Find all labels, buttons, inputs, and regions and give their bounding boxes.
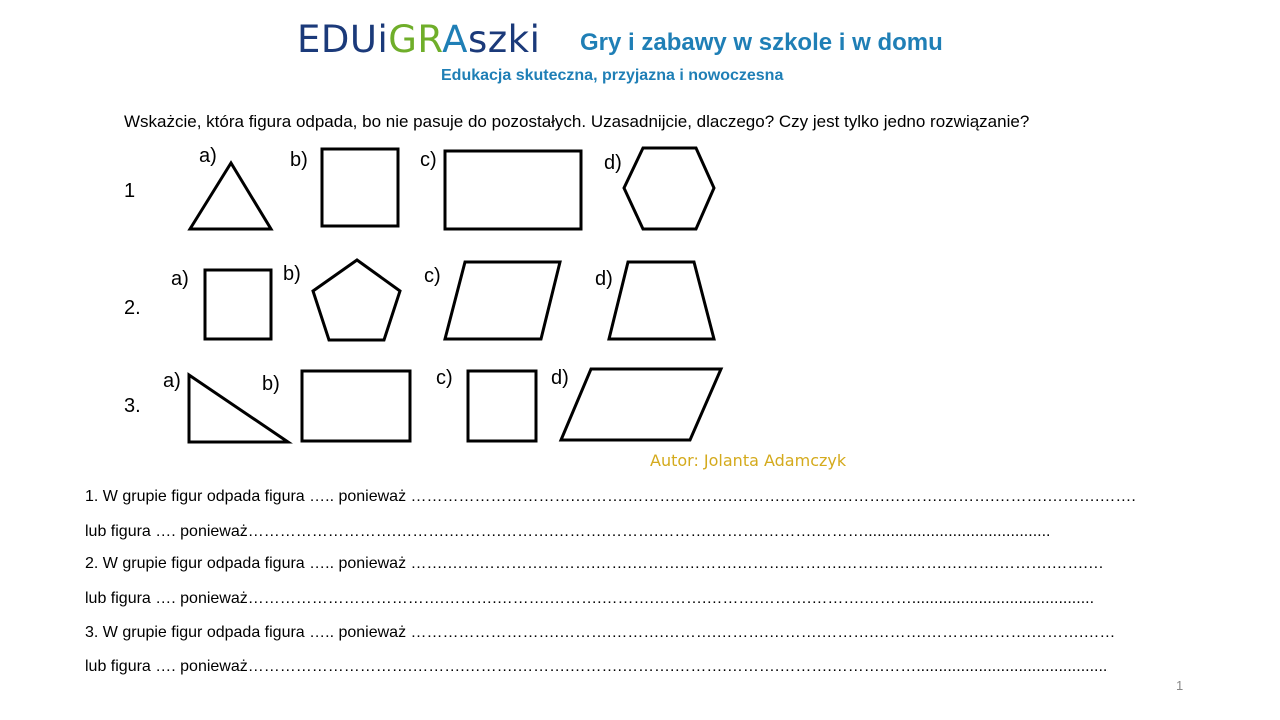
answer-line: 1. W grupie figur odpada figura ….. ponieważ ………………………….……….……….……….……….……….……….……….……….……….……….……. [85, 488, 1136, 505]
answer-line: 3. W grupie figur odpada figura ….. ponieważ ……………………….……….……….……….……….……….……….……….……….……….……….…… [85, 624, 1116, 641]
option-label: b) [290, 149, 308, 171]
answer-line: lub figura …. ponieważ……………………………….……….……….……….……….……….……….……….……….………......................................... [85, 590, 1095, 607]
answer-line: lub figura …. ponieważ……………………….……….……….……….……….……….……….……….……….……….......................................... [85, 523, 1051, 540]
right-triangle-shape [189, 375, 288, 442]
trapezoid-shape [609, 262, 714, 339]
instruction: Wskażcie, która figura odpada, bo nie pasuje do pozostałych. Uzasadnijcie, dlaczego? Czy jest tylko jedno rozwiązanie? [124, 112, 1030, 131]
author-credit: Autor: Jolanta Adamczyk [650, 451, 847, 470]
parallelogram-shape [561, 369, 721, 440]
logo-part: G [388, 18, 418, 61]
row-number-3: 3. [124, 395, 141, 417]
square-shape [468, 371, 536, 441]
square-shape [322, 149, 398, 226]
option-label: c) [424, 265, 441, 287]
rectangle-shape [445, 151, 581, 229]
triangle-shape [190, 163, 271, 229]
option-label: a) [163, 370, 181, 392]
logo-part: R [417, 18, 443, 61]
answer-line: 2. W grupie figur odpada figura ….. ponieważ …….……………………….…….……….……….……….……….……….……….……….……….…….… [85, 555, 1104, 572]
rectangle-shape [302, 371, 410, 441]
option-label: b) [262, 373, 280, 395]
parallelogram-shape [445, 262, 560, 339]
tagline: Gry i zabawy w szkole i w domu [580, 29, 943, 56]
option-label: d) [595, 268, 613, 290]
answer-line: lub figura …. ponieważ………………………….……….……….……….……….……….……….……….……….……….……........................................... [85, 658, 1108, 675]
row-number-1: 1 [124, 180, 136, 202]
option-label: d) [551, 367, 569, 389]
option-label: a) [199, 145, 217, 167]
pentagon-shape [313, 260, 400, 340]
option-label: c) [420, 149, 437, 171]
option-label: b) [283, 263, 301, 285]
row-number-2: 2. [124, 297, 141, 319]
logo-part: A [442, 18, 468, 61]
logo-part: szki [467, 18, 541, 61]
option-label: a) [171, 268, 189, 290]
option-label: c) [436, 367, 453, 389]
hexagon-shape [624, 148, 714, 229]
subtagline: Edukacja skuteczna, przyjazna i nowoczesna [441, 67, 784, 84]
page-number: 1 [1176, 678, 1184, 693]
square-shape [205, 270, 271, 339]
logo-part: EDUi [297, 18, 389, 61]
option-label: d) [604, 152, 622, 174]
